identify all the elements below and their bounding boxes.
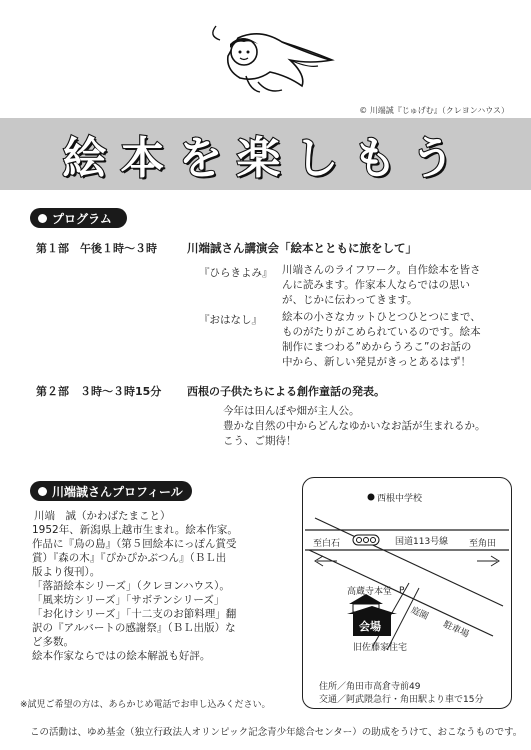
map-direction-right: 至角田 — [469, 539, 497, 549]
map-access: 交通／阿武隈急行・角田駅より車で15分 — [319, 695, 484, 705]
desc-line: 今年は田んぼや畑が主人公。 — [223, 405, 360, 417]
program-heading — [30, 208, 127, 228]
item-label-hirakiyomi: 『ひらきよみ』 — [199, 267, 273, 279]
desc-line: 豊かな自然の中からどんなゆかいなお話が生まれるか。 — [223, 420, 486, 432]
desc-line: 川端さんのライフワーク。自作絵本を皆さ — [282, 264, 481, 276]
profile-line: 川端 誠（かわばたまこと） — [34, 510, 171, 522]
map-address: 住所／角田市高倉寺前49 — [319, 682, 421, 692]
map-drawing — [303, 478, 511, 708]
part1-label: 第１部 午後１時～３時 — [36, 242, 157, 255]
part1-title: 川端誠さん講演会「絵本とともに旅をして」 — [187, 241, 417, 255]
map-residence-label: 旧佐藤家住宅 — [353, 643, 408, 653]
desc-line: 制作にまつわる”めからうろこ”のお話の — [282, 341, 472, 353]
profile-text — [32, 509, 268, 663]
desc-line: ものがたりがこめられているのです。絵本 — [282, 326, 481, 338]
desc-line: 絵本の小さなカットひとつひとつにまで、 — [282, 311, 481, 323]
map-road-label: 国道113号線 — [395, 537, 449, 547]
profile-line: 絵本作家ならではの絵本解説も好評。 — [32, 650, 211, 662]
part2-title: 西根の子供たちによる創作童話の発表。 — [187, 385, 385, 398]
profile-heading-label: 川端誠さんプロフィール — [52, 484, 183, 499]
desc-line: 中から、新しい発見がきっとあるはず！ — [282, 356, 471, 368]
item-desc-ohanashi — [282, 310, 506, 370]
map-direction-left: 至白石 — [313, 539, 341, 549]
profile-line: 「お化けシリーズ」「十二支のお節料理」翻 — [32, 608, 237, 620]
map-parking-p: P — [399, 586, 405, 596]
part2-desc — [223, 404, 503, 449]
desc-line: んに読みます。作家本人ならではの思い — [282, 279, 471, 291]
map-venue-label: 会場 — [359, 620, 381, 633]
profile-line: 「落語絵本シリーズ」（クレヨンハウス）。 — [32, 580, 230, 592]
item-label-ohanashi: 『おはなし』 — [199, 314, 262, 326]
bullet-icon — [38, 487, 47, 496]
part2-label: 第２部 ３時～３時15分 — [36, 385, 162, 398]
profile-line: 1952年、新潟県上越市生まれ。絵本作家。 — [32, 524, 238, 536]
footer-credit: この活動は、ゆめ基金（独立行政法人オリンピック記念青少年総合センター）の助成をうけて、おこなうものです。 — [30, 727, 523, 738]
map-garden-label: 庭園 — [409, 605, 430, 623]
bullet-icon — [38, 214, 47, 223]
copyright-caption: © 川端誠『じゅげむ』（クレヨンハウス） — [359, 106, 509, 115]
access-map — [302, 477, 512, 709]
map-shrine-label: 高蔵寺本堂 — [347, 587, 393, 597]
profile-line: ど多数。 — [32, 636, 74, 648]
desc-line: こう、ご期待！ — [223, 435, 297, 447]
reservation-note: ※試児ご希望の方は、あらかじめ電話でお申し込みください。 — [20, 700, 271, 710]
program-heading-label: プログラム — [52, 211, 112, 226]
page-title: 絵本を楽しもう — [62, 133, 469, 184]
item-desc-hirakiyomi — [282, 263, 502, 308]
profile-line: 作品に『鳥の島』（第５回絵本にっぽん賞受 — [32, 538, 237, 550]
jugemu-illustration — [198, 20, 338, 100]
profile-line: 「風来坊シリーズ」「サボテンシリーズ」 — [32, 594, 225, 606]
profile-line: 賞）『森の木』『ぴかぴかぶつん』（ＢＬ出 — [32, 552, 227, 564]
desc-line: が、じかに伝わってきます。 — [282, 294, 418, 306]
map-school-label: 西根中学校 — [377, 494, 423, 504]
profile-heading — [30, 481, 192, 501]
profile-line: 訳の『アルバートの感謝祭』（ＢＬ出版）な — [32, 622, 236, 634]
map-parking-label: 駐車場 — [441, 619, 471, 641]
profile-line: 版より復刊）。 — [32, 566, 101, 578]
